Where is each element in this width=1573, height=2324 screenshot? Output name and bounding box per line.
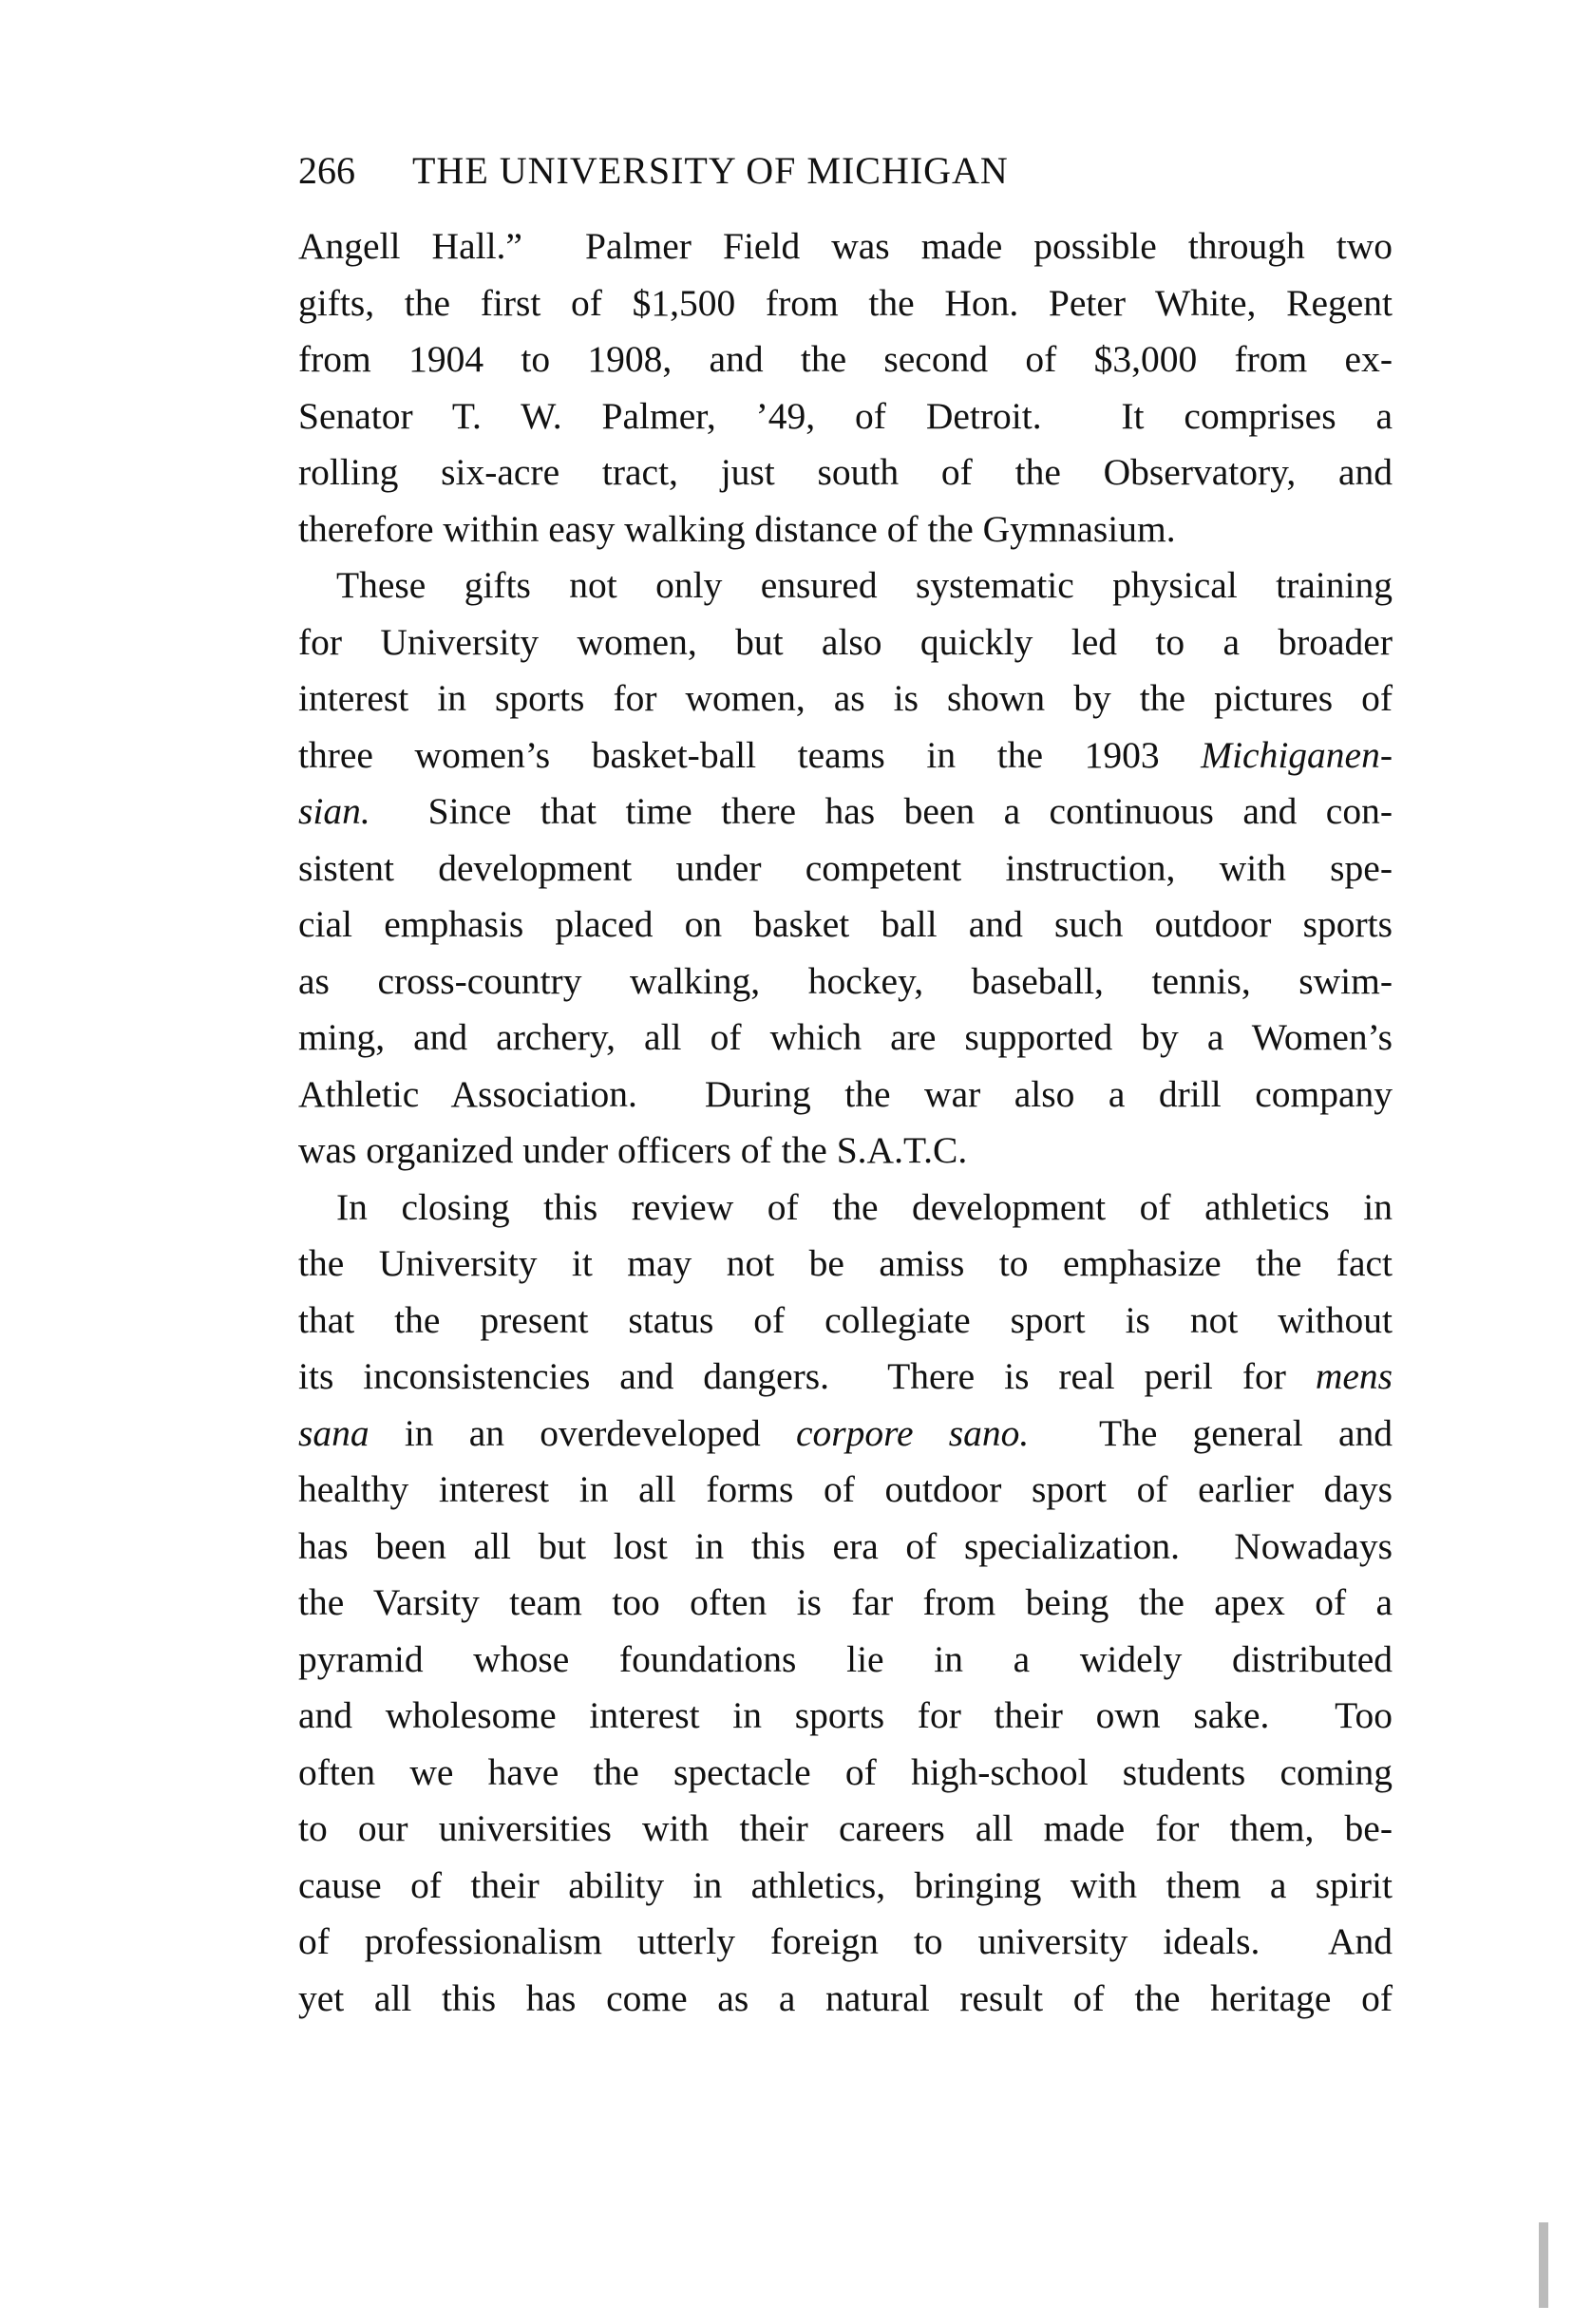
text-line: [298, 1010, 1393, 1067]
text-line: [298, 614, 1393, 671]
text-line: [298, 1067, 1393, 1124]
text-segment: was organized under officers of the S.A.T.C.: [298, 1129, 968, 1171]
text-segment: the University it may not be amiss to emphasize the fact: [298, 1242, 1393, 1284]
italic-text: sian.: [298, 790, 370, 832]
text-segment: rolling six-acre tract, just south of the Observatory, and: [298, 451, 1393, 493]
text-segment: The general and: [1029, 1411, 1393, 1454]
text-line: [298, 557, 1393, 614]
text-line: [298, 1632, 1393, 1689]
text-line: [298, 671, 1393, 727]
text-line: [298, 841, 1393, 897]
text-segment: interest in sports for women, as is shown by the pictures of: [298, 677, 1393, 719]
text-line: [298, 897, 1393, 954]
text-line: [298, 1293, 1393, 1350]
body-text: [298, 218, 1393, 2027]
text-line: [298, 1236, 1393, 1293]
text-line: [298, 1575, 1393, 1632]
italic-text: sana: [298, 1411, 370, 1454]
text-line: [298, 1971, 1393, 2028]
text-segment: from 1904 to 1908, and the second of $3,000 from ex-: [298, 338, 1393, 380]
text-line: [298, 388, 1393, 445]
text-segment: that the present status of collegiate sport is not without: [298, 1298, 1393, 1341]
running-header: [298, 142, 1248, 199]
text-line: [298, 1519, 1393, 1576]
text-segment: the Varsity team too often is far from being the apex of a: [298, 1581, 1393, 1623]
text-segment: its inconsistencies and dangers. There is real peril for: [298, 1355, 1316, 1397]
text-segment: ming, and archery, all of which are supported by a Women’s: [298, 1016, 1393, 1058]
text-line: [298, 218, 1393, 275]
text-line: [298, 1180, 1393, 1237]
text-segment: therefore within easy walking distance of the Gymnasium.: [298, 507, 1176, 550]
text-segment: These gifts not only ensured systematic physical training: [336, 564, 1393, 606]
scan-artifact: [1539, 2222, 1548, 2308]
text-line: [298, 1688, 1393, 1745]
text-line: [298, 727, 1393, 784]
text-segment: for University women, but also quickly led to a broader: [298, 620, 1393, 663]
text-segment: to our universities with their careers all made for them, be-: [298, 1807, 1393, 1849]
text-line: [298, 1406, 1393, 1463]
text-line: [298, 1914, 1393, 1971]
text-segment: cause of their ability in athletics, bringing with them a spirit: [298, 1863, 1393, 1906]
text-line: [298, 784, 1393, 841]
text-segment: In closing this review of the development of athletics in: [336, 1185, 1393, 1228]
text-segment: healthy interest in all forms of outdoor sport of earlier days: [298, 1468, 1393, 1510]
text-line: [298, 1462, 1393, 1519]
text-segment: Angell Hall.” Palmer Field was made possible through two: [298, 225, 1393, 267]
text-line: [298, 501, 1393, 558]
text-segment: sistent development under competent instruction, with spe-: [298, 846, 1393, 889]
text-segment: Senator T. W. Palmer, ’49, of Detroit. It comprises a: [298, 394, 1393, 437]
text-segment: Since that time there has been a continuous and con-: [370, 790, 1393, 832]
italic-text: mens: [1315, 1355, 1393, 1397]
running-title: THE UNIVERSITY OF MICHIGAN: [412, 149, 1009, 192]
text-segment: Athletic Association. During the war also a drill company: [298, 1072, 1393, 1115]
text-line: [298, 954, 1393, 1011]
text-segment: in an overdeveloped: [369, 1411, 796, 1454]
text-line: [298, 1745, 1393, 1802]
text-segment: three women’s basket-ball teams in the 1903: [298, 733, 1202, 776]
text-segment: gifts, the first of $1,500 from the Hon. Peter White, Regent: [298, 281, 1393, 324]
page-number: 266: [298, 149, 355, 192]
text-line: [298, 1858, 1393, 1915]
text-segment: pyramid whose foundations lie in a widely distributed: [298, 1637, 1393, 1680]
text-segment: cial emphasis placed on basket ball and such outdoor sports: [298, 903, 1393, 945]
text-line: [298, 444, 1393, 501]
text-segment: often we have the spectacle of high-school students coming: [298, 1750, 1393, 1793]
text-segment: and wholesome interest in sports for their own sake. Too: [298, 1694, 1393, 1736]
text-segment: has been all but lost in this era of specialization. Nowadays: [298, 1524, 1393, 1567]
text-line: [298, 1123, 1393, 1180]
text-line: [298, 331, 1393, 388]
text-segment: as cross-country walking, hockey, baseball, tennis, swim-: [298, 959, 1393, 1002]
text-segment: yet all this has come as a natural result of the heritage of: [298, 1976, 1393, 2019]
italic-text: Michiganen-: [1201, 733, 1393, 776]
text-line: [298, 1801, 1393, 1858]
text-segment: of professionalism utterly foreign to university ideals. And: [298, 1920, 1393, 1962]
text-line: [298, 1349, 1393, 1406]
italic-text: corpore sano.: [795, 1411, 1030, 1454]
text-line: [298, 275, 1393, 332]
